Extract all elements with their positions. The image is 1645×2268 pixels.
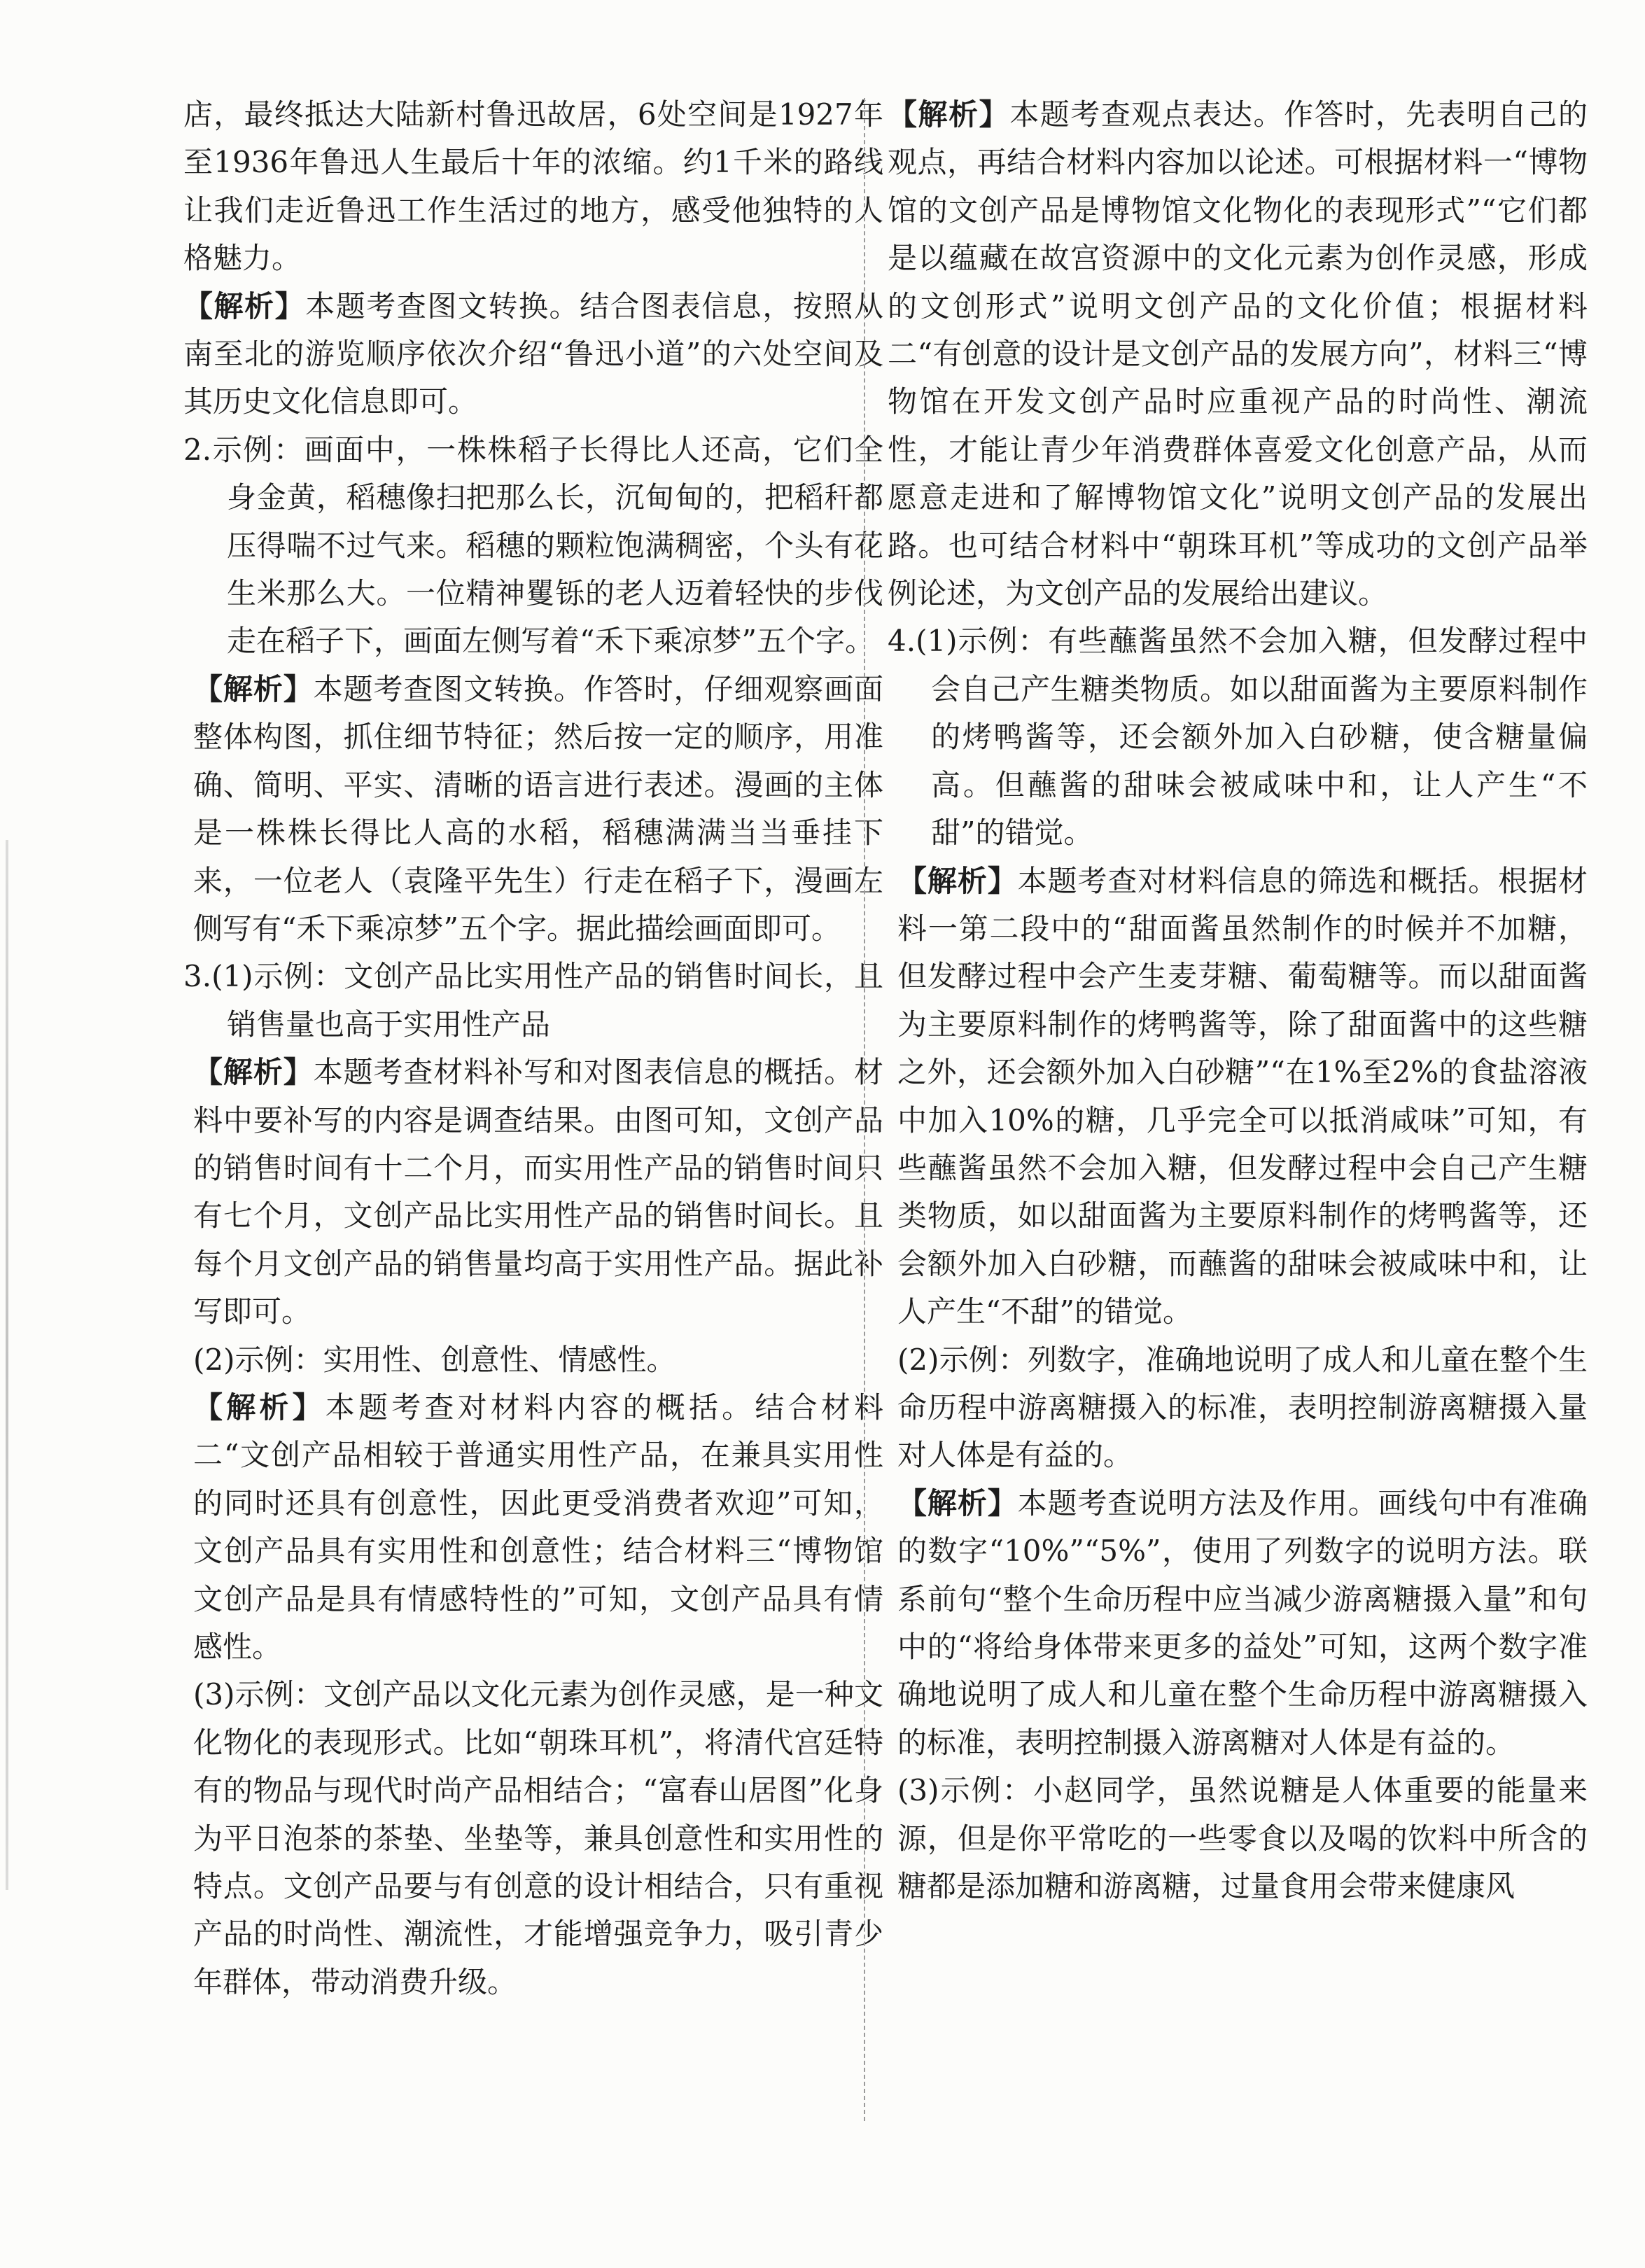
- analysis-paragraph: 【解析】本题考查对材料内容的概括。结合材料二“文创产品相较于普通实用性产品，在兼具实用性的同时还具有创意性，因此更受消费者欢迎”可知，文创产品具有实用性和创意性；结合材料三“博物馆文创产品是具有情感特性的”可知，文创产品具有情感性。: [193, 1390, 883, 1664]
- answer-4-1: 4.(1)示例：有些蘸酱虽然不会加入糖，但发酵过程中会自己产生糖类物质。如以甜面酱为主要原料制作的烤鸭酱等，还会额外加入白砂糖，使含糖量偏高。但蘸酱的甜味会被咸味中和，让人产生“不甜”的错觉。: [888, 624, 1588, 850]
- answer-3-2: (2)示例：实用性、创意性、情感性。: [193, 1342, 676, 1377]
- analysis-tag: 【解析】: [193, 1390, 326, 1424]
- analysis-tag: 【解析】: [897, 1485, 1018, 1520]
- analysis-tag: 【解析】: [897, 863, 1018, 898]
- analysis-paragraph: 【解析】本题考查说明方法及作用。画线句中有准确的数字“10%”“5%”，使用了列数字的说明方法。联系前句“整个生命历程中应当减少游离糖摄入量”和句中的“将给身体带来更多的益处”可知，这两个数字准确地说明了成人和儿童在整个生命历程中游离糖摄入的标准，表明控制摄入游离糖对人体是有益的。: [897, 1485, 1588, 1760]
- answer-4-3: (3)示例：小赵同学，虽然说糖是人体重要的能量来源，但是你平常吃的一些零食以及喝的饮料中所含的糖都是添加糖和游离糖，过量食用会带来健康风: [897, 1773, 1588, 1904]
- scan-edge: [6, 840, 8, 1890]
- column-divider: [864, 98, 865, 2121]
- right-column: [888, 91, 1588, 1910]
- analysis-tag: 【解析】: [183, 288, 306, 323]
- answer-3-1: 3.(1)示例：文创产品比实用性产品的销售时间长，且销售量也高于实用性产品: [183, 959, 883, 1042]
- analysis-paragraph: 【解析】本题考查观点表达。作答时，先表明自己的观点，再结合材料内容加以论述。可根据材料一“博物馆的文创产品是博物馆文化物化的表现形式”“它们都是以蕴藏在故宫资源中的文化元素为创作灵感，形成的文创形式”说明文创产品的文化价值；根据材料二“有创意的设计是文创产品的发展方向”，材料三“博物馆在开发文创产品时应重视产品的时尚性、潮流性，才能让青少年消费群体喜爱文化创意产品，从而愿意走进和了解博物馆文化”说明文创产品的发展出路。也可结合材料中“朝珠耳机”等成功的文创产品举例论述，为文创产品的发展给出建议。: [888, 97, 1588, 611]
- answer-4-2: (2)示例：列数字，准确地说明了成人和儿童在整个生命历程中游离糖摄入的标准，表明控制游离糖摄入量对人体是有益的。: [897, 1342, 1588, 1473]
- analysis-tag: 【解析】: [888, 97, 1010, 132]
- left-column: [183, 91, 883, 2006]
- paragraph: 店，最终抵达大陆新村鲁迅故居，6处空间是1927年至1936年鲁迅人生最后十年的浓缩。约1千米的路线让我们走近鲁迅工作生活过的地方，感受他独特的人格魅力。: [183, 97, 883, 276]
- analysis-tag: 【解析】: [193, 671, 314, 706]
- analysis-paragraph: 【解析】本题考查图文转换。作答时，仔细观察画面整体构图，抓住细节特征；然后按一定的顺序，用准确、简明、平实、清晰的语言进行表述。漫画的主体是一株株长得比人高的水稻，稻穗满满当当垂挂下来，一位老人（袁隆平先生）行走在稻子下，漫画左侧写有“禾下乘凉梦”五个字。据此描绘画面即可。: [193, 671, 883, 946]
- analysis-paragraph: 【解析】本题考查对材料信息的筛选和概括。根据材料一第二段中的“甜面酱虽然制作的时候并不加糖，但发酵过程中会产生麦芽糖、葡萄糖等。而以甜面酱为主要原料制作的烤鸭酱等，除了甜面酱中的这些糖之外，还会额外加入白砂糖”“在1%至2%的食盐溶液中加入10%的糖，几乎完全可以抵消咸味”可知，有些蘸酱虽然不会加入糖，但发酵过程中会自己产生糖类物质，如以甜面酱为主要原料制作的烤鸭酱等，还会额外加入白砂糖，而蘸酱的甜味会被咸味中和，让人产生“不甜”的错觉。: [897, 863, 1588, 1329]
- analysis-paragraph: 【解析】本题考查图文转换。结合图表信息，按照从南至北的游览顺序依次介绍“鲁迅小道”的六处空间及其历史文化信息即可。: [183, 288, 883, 419]
- analysis-tag: 【解析】: [193, 1055, 314, 1090]
- analysis-paragraph: 【解析】本题考查材料补写和对图表信息的概括。材料中要补写的内容是调查结果。由图可知，文创产品的销售时间有十二个月，而实用性产品的销售时间只有七个月，文创产品比实用性产品的销售时间长。且每个月文创产品的销售量均高于实用性产品。据此补写即可。: [193, 1055, 883, 1329]
- answer-2: 2.示例：画面中，一株株稻子长得比人还高，它们全身金黄，稻穗像扫把那么长，沉甸甸的，把稻秆都压得喘不过气来。稻穗的颗粒饱满稠密，个头有花生米那么大。一位精神矍铄的老人迈着轻快的步伐走在稻子下，画面左侧写着“禾下乘凉梦”五个字。: [183, 432, 883, 659]
- answer-3-3: (3)示例：文创产品以文化元素为创作灵感，是一种文化物化的表现形式。比如“朝珠耳机”，将清代宫廷特有的物品与现代时尚产品相结合；“富春山居图”化身为平日泡茶的茶垫、坐垫等，兼具创意性和实用性的特点。文创产品要与有创意的设计相结合，只有重视产品的时尚性、潮流性，才能增强竞争力，吸引青少年群体，带动消费升级。: [193, 1677, 883, 1999]
